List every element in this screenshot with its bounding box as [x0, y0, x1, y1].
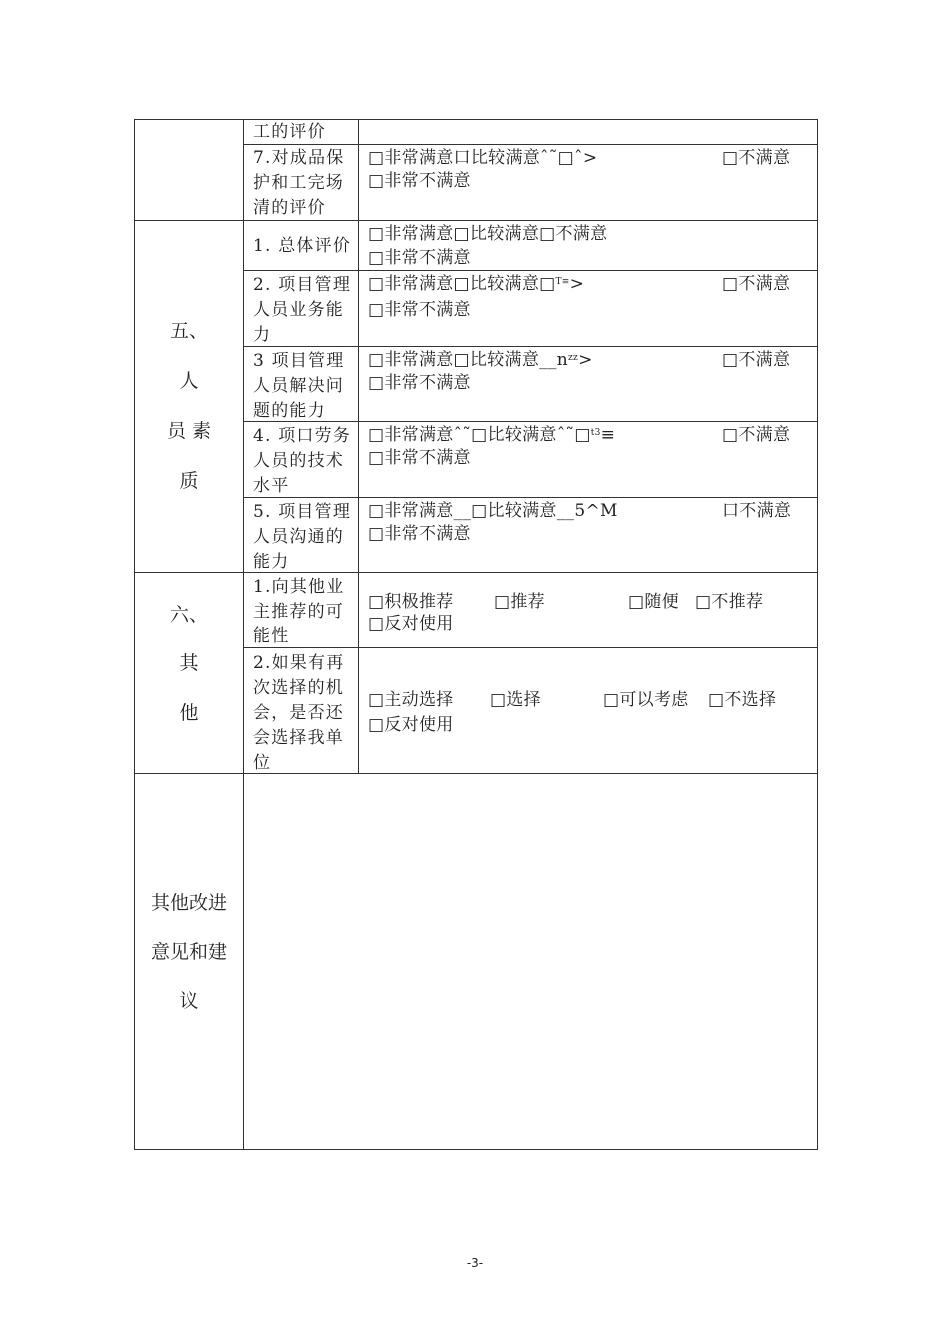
satisfaction-options[interactable]: □非常满意□比较满意□$^{T\equiv}$>	[368, 274, 585, 294]
option-indifferent[interactable]: □随便	[628, 592, 679, 612]
satisfaction-options[interactable]: □非常满意□比较满意$\_\_n^{zz}>$	[368, 350, 593, 370]
option-very-dissatisfied[interactable]: □非常不满意	[368, 300, 471, 320]
item-label: 人员的技术	[253, 451, 344, 471]
option-actively-choose[interactable]: □主动选择	[368, 690, 454, 710]
item-label: 位	[253, 753, 272, 773]
option-not-choose[interactable]: □不选择	[708, 690, 777, 710]
suggestions-area[interactable]	[244, 774, 817, 1149]
section-label-line: 他	[179, 702, 199, 724]
item-label: 力	[253, 325, 272, 345]
row-divider	[243, 647, 818, 648]
item-label: 护和工完场	[253, 173, 344, 193]
section-label-line: 其他改进	[150, 892, 227, 914]
item-label: 水平	[253, 476, 290, 496]
section-label-line: 人	[179, 370, 199, 392]
section-label-line: 议	[179, 990, 199, 1012]
option-may-consider[interactable]: □可以考虑	[603, 690, 689, 710]
option-very-dissatisfied[interactable]: □非常不满意	[368, 448, 471, 468]
section-label-line: 员 素	[166, 420, 212, 442]
option-dissatisfied[interactable]: □不满意	[722, 425, 791, 445]
item-label: 7.对成品保	[253, 148, 345, 168]
item-label: 4. 项口劳务	[253, 426, 352, 446]
section-divider	[134, 220, 818, 221]
item-label: 人员业务能	[253, 300, 344, 320]
option-very-dissatisfied[interactable]: □非常不满意	[368, 171, 471, 191]
satisfaction-options[interactable]: □非常满意ˆ˜□比较满意ˆ˜□$^{t3}$≡	[368, 425, 616, 445]
item-label: 会选择我单	[253, 728, 344, 748]
item-label: 5. 项目管理	[253, 502, 352, 522]
item-label: 题的能力	[253, 401, 326, 421]
item-label: 2.如果有再	[253, 653, 345, 673]
option-not-recommend[interactable]: □不推荐	[695, 592, 764, 612]
page-number: -3-	[466, 1256, 484, 1270]
option-very-dissatisfied[interactable]: □非常不满意	[368, 373, 471, 393]
item-label: 1.向其他业	[253, 577, 345, 597]
option-recommend[interactable]: □推荐	[494, 592, 545, 612]
row-divider	[243, 346, 818, 347]
option-dissatisfied[interactable]: □不满意	[722, 148, 791, 168]
item-label: 人员沟通的	[253, 527, 344, 547]
item-label: 主推荐的可	[253, 602, 344, 622]
row-divider	[243, 144, 818, 145]
option-dissatisfied[interactable]: □不满意	[722, 274, 791, 294]
section-label-line: 五、	[169, 320, 208, 342]
item-label: 能力	[253, 552, 290, 572]
satisfaction-options[interactable]: □非常满意口比较满意ˆ˜□ˆ>	[368, 148, 598, 168]
item-label: 清的评价	[253, 198, 326, 218]
col-divider-2	[358, 119, 359, 774]
option-strongly-recommend[interactable]: □积极推荐	[368, 592, 454, 612]
table-right-border	[817, 119, 818, 1150]
table-bottom-border	[134, 1149, 818, 1150]
option-dissatisfied[interactable]: 口不满意	[722, 501, 792, 521]
item-label: 能性	[253, 626, 290, 646]
item-label: 次选择的机	[253, 678, 344, 698]
section-label-line: 意见和建	[150, 941, 227, 963]
item-label: 2. 项目管理	[253, 275, 352, 295]
item-label: 工的评价	[253, 122, 326, 142]
section-label-line: 其	[179, 652, 199, 674]
table-top-border	[134, 119, 818, 120]
section-label-line: 质	[179, 470, 199, 492]
item-label: 1. 总体评价	[253, 236, 352, 256]
option-dissatisfied[interactable]: □不满意	[722, 350, 791, 370]
row-divider	[243, 497, 818, 498]
option-oppose-use[interactable]: □反对使用	[368, 614, 454, 634]
item-label: 人员解决问	[253, 376, 344, 396]
satisfaction-options[interactable]: □非常满意□比较满意□不满意	[368, 224, 608, 244]
satisfaction-options[interactable]: □非常满意__□比较满意__5^M	[368, 501, 618, 521]
section-divider	[134, 572, 818, 573]
item-label: 3 项目管理	[253, 351, 345, 371]
option-very-dissatisfied[interactable]: □非常不满意	[368, 524, 471, 544]
option-very-dissatisfied[interactable]: □非常不满意	[368, 248, 471, 268]
item-label: 会，是否还	[253, 703, 344, 723]
option-oppose-use[interactable]: □反对使用	[368, 715, 454, 735]
row-divider	[243, 421, 818, 422]
section-label-line: 六、	[169, 604, 208, 626]
row-divider	[243, 270, 818, 271]
option-choose[interactable]: □选择	[490, 690, 541, 710]
